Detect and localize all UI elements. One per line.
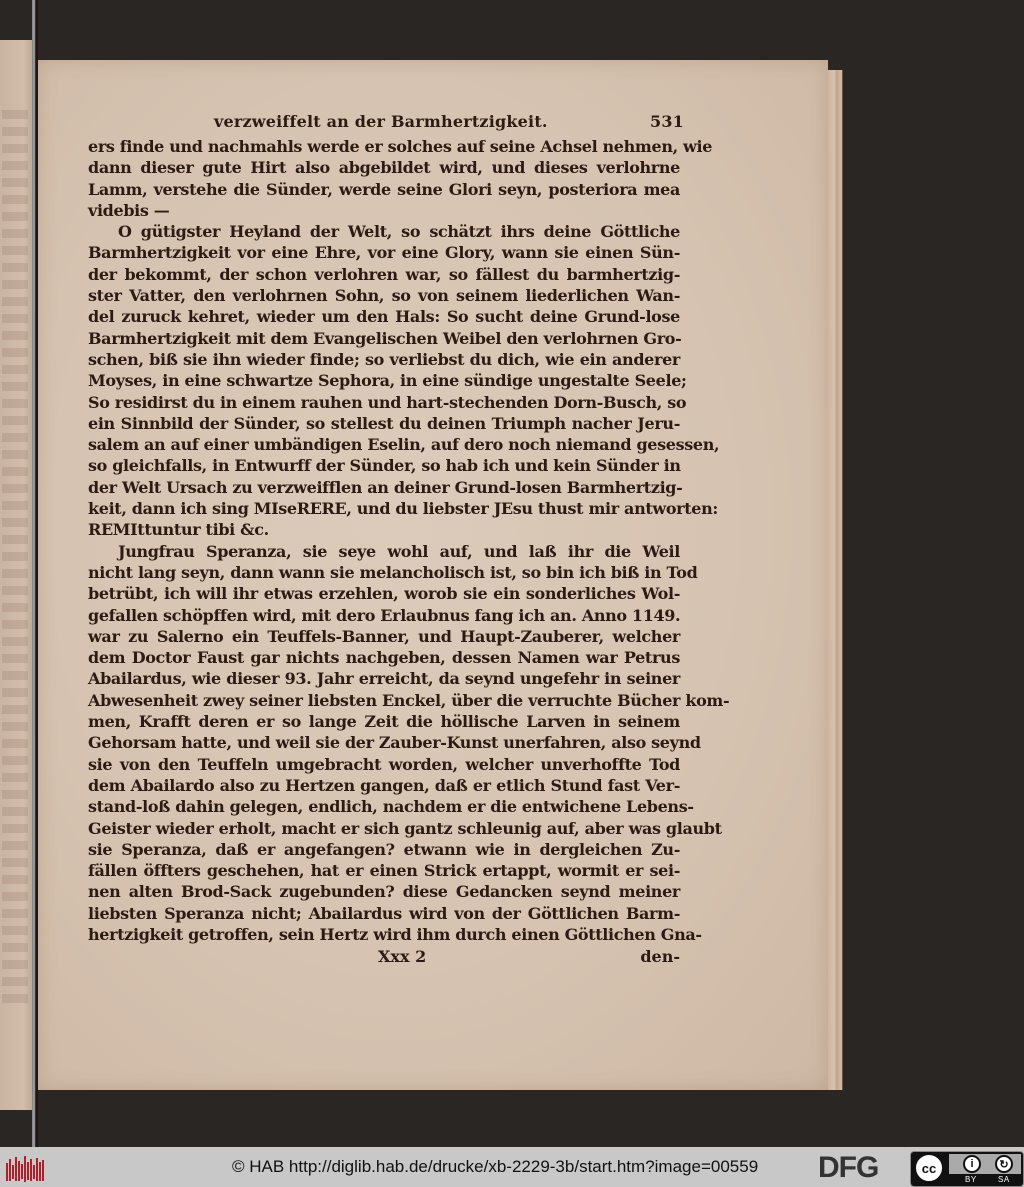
text-line: schen, biß sie ihn wieder finde; so verliebst du dich, wie ein anderer xyxy=(88,349,680,369)
text-line: war zu Salerno ein Teuffels-Banner, und Haupt-Zauberer, welcher xyxy=(88,626,680,646)
sa-label: SA xyxy=(998,1175,1010,1184)
page-number: 531 xyxy=(650,112,684,131)
copyright-link[interactable]: © HAB http://diglib.hab.de/drucke/xb-2229-3b/start.htm?image=00559 xyxy=(232,1157,759,1176)
text-line: sie von den Teuffeln umgebracht worden, welcher unverhoffte Tod xyxy=(88,754,680,774)
text-line: salem an auf einer umbändigen Eselin, auf dero noch niemand gesessen, xyxy=(88,435,720,455)
text-line: hertzigkeit getroffen, sein Hertz wird ihm durch einen Göttlichen Gna- xyxy=(88,924,702,944)
text-line: sie Speranza, daß er angefangen? etwann wie in dergleichen Zu- xyxy=(88,839,680,859)
text-line: Jungfrau Speranza, sie seye wohl auf, und laß ihr die Weil xyxy=(118,541,680,561)
text-line: Barmhertzigkeit mit dem Evangelischen Weibel den verlohrnen Gro- xyxy=(88,328,682,348)
text-line: der bekommt, der schon verlohren war, so fällest du barmhertzig- xyxy=(88,264,680,284)
page-fore-edge xyxy=(828,70,843,1090)
text-line: gefallen schöpffen wird, mit dero Erlaubnus fang ich an. Anno 1149. xyxy=(88,605,681,625)
text-line: der Welt Ursach zu verzweifflen an deiner Grund-losen Barmhertzig- xyxy=(88,477,683,497)
text-line: REMIttuntur tibi &c. xyxy=(88,520,269,540)
text-line: dann dieser gute Hirt also abgebildet wird, und dieses verlohrne xyxy=(88,158,680,178)
text-line: keit, dann ich sing MIseRERE, und du liebster JEsu thust mir antworten: xyxy=(88,499,718,519)
cc-license-badge[interactable] xyxy=(910,1151,1024,1187)
text-line: betrübt, ich will ihr etwas erzehlen, worob sie ein sonderliches Wol- xyxy=(88,584,680,604)
text-line: Gehorsam hatte, und weil sie der Zauber-Kunst unerfahren, also seynd xyxy=(88,733,701,753)
catchword: den- xyxy=(640,947,680,967)
text-line: liebsten Speranza nicht; Abailardus wird von der Göttlichen Barm- xyxy=(88,903,680,923)
text-line: stand-loß dahin gelegen, endlich, nachdem er die entwichene Lebens- xyxy=(88,797,694,817)
cc-icon: cc xyxy=(914,1153,944,1183)
text-line: So residirst du in einem rauhen und hart-stechenden Dorn-Busch, so xyxy=(88,392,687,412)
page-text xyxy=(88,112,730,968)
text-line: nen alten Brod-Sack zugebunden? diese Gedancken seynd meiner xyxy=(88,882,680,902)
text-line: Barmhertzigkeit vor eine Ehre, vor eine Glory, wann sie einen Sün- xyxy=(88,243,680,263)
hab-logo-icon[interactable] xyxy=(5,1155,47,1183)
page-footer-marks xyxy=(88,946,680,968)
text-line: ster Vatter, den verlohrnen Sohn, so von seinem liederlichen Wan- xyxy=(88,286,680,306)
share-alike-icon: ↻ xyxy=(995,1155,1013,1173)
text-line: videbis — xyxy=(88,200,170,220)
attribution-person-icon: i xyxy=(963,1155,981,1173)
text-line: nicht lang seyn, dann wann sie melancholisch ist, so bin ich biß in Tod xyxy=(88,562,698,582)
text-line: dem Doctor Faust gar nichts nachgeben, dessen Namen war Petrus xyxy=(88,648,680,668)
running-head-title: verzweiffelt an der Barmhertzigkeit. xyxy=(214,112,548,131)
text-line: Geister wieder erholt, macht er sich gantz schleunig auf, aber was glaubt xyxy=(88,818,722,838)
text-line: Abailardus, wie dieser 93. Jahr erreicht, da seynd ungefehr in seiner xyxy=(88,669,680,689)
running-header xyxy=(214,112,684,136)
previous-page-edge xyxy=(0,40,34,1110)
text-line: dem Abailardo also zu Hertzen gangen, daß er etlich Stund fast Ver- xyxy=(88,775,680,795)
footer-bar xyxy=(0,1147,1024,1187)
text-line: men, Krafft deren er so lange Zeit die höllische Larven in seinem xyxy=(88,712,680,732)
text-line: O gütigster Heyland der Welt, so schätzt ihrs deine Göttliche xyxy=(118,222,680,242)
signature-mark: Xxx 2 xyxy=(378,947,427,967)
text-lines xyxy=(88,136,730,945)
dfg-logo[interactable]: DFG xyxy=(818,1151,879,1184)
by-label: BY xyxy=(965,1175,977,1184)
text-line: del zuruck kehret, wieder um den Hals: So sucht deine Grund-lose xyxy=(88,307,680,327)
text-line: Lamm, verstehe die Sünder, werde seine Glori seyn, posteriora mea xyxy=(88,179,680,199)
text-line: ein Sinnbild der Sünder, so stellest du deinen Triumph nacher Jeru- xyxy=(88,413,680,433)
text-line: so gleichfalls, in Entwurff der Sünder, so hab ich und kein Sünder in xyxy=(88,456,681,476)
text-line: Moyses, in eine schwartze Sephora, in eine sündige ungestalte Seele; xyxy=(88,371,687,391)
text-line: ers finde und nachmahls werde er solches auf seine Achsel nehmen, wie xyxy=(88,137,713,156)
text-line: fällen öffters geschehen, hat er einen Strick ertappt, wormit er sei- xyxy=(88,861,680,881)
bleed-through-text xyxy=(2,110,28,1010)
text-line: Abwesenheit zwey seiner liebsten Enckel, über die verruchte Bücher kom- xyxy=(88,690,730,710)
